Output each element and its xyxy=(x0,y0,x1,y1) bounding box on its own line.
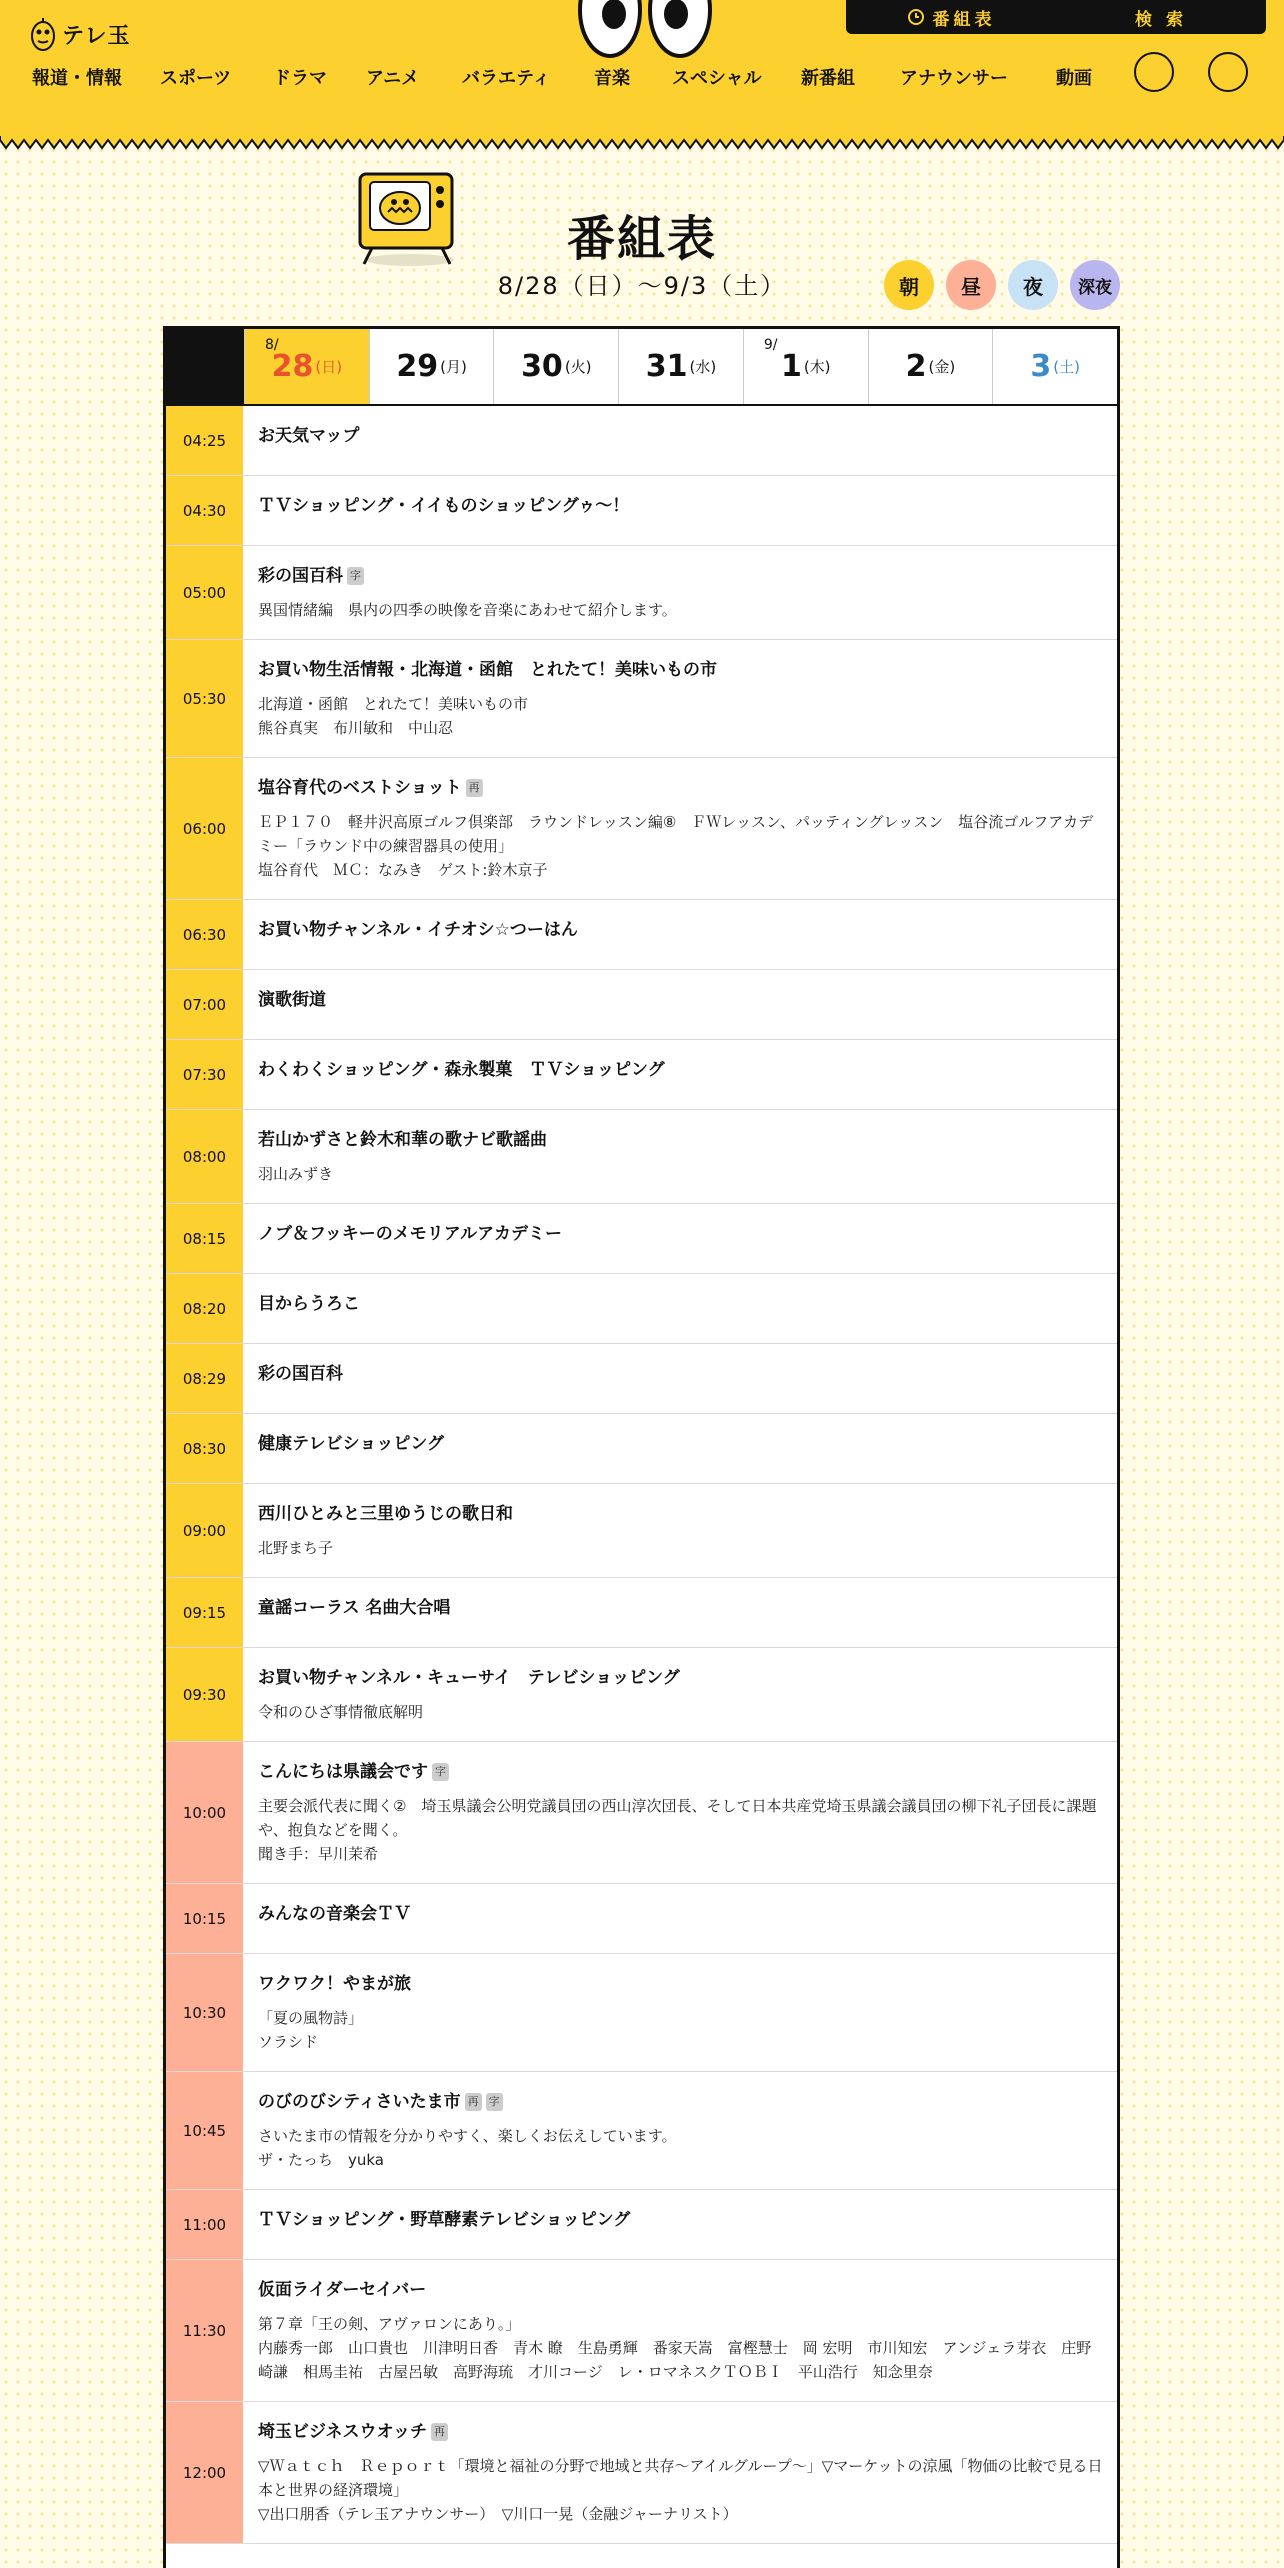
day-tab-weekday: (土) xyxy=(1053,358,1080,376)
program-time: 09:00 xyxy=(166,1484,244,1577)
header-zigzag-edge xyxy=(0,136,1284,150)
program-info xyxy=(244,476,1117,545)
program-time: 06:00 xyxy=(166,758,244,899)
program-row[interactable] xyxy=(166,1414,1117,1484)
filter-late-night-button[interactable] xyxy=(1070,260,1120,310)
nav-item-sports[interactable]: スポーツ xyxy=(160,68,232,89)
program-badge: 再 xyxy=(431,2423,448,2441)
program-row[interactable] xyxy=(166,2190,1117,2260)
topbar-schedule-link[interactable] xyxy=(846,5,1056,30)
day-header-corner xyxy=(166,329,244,404)
filter-late-night-label: 深夜 xyxy=(1078,277,1112,298)
program-title[interactable]: わくわくショッピング・森永製菓 ＴＶショッピング xyxy=(258,1060,665,1080)
program-info xyxy=(244,900,1117,969)
program-title[interactable]: お買い物チャンネル・キューサイ テレビショッピング xyxy=(258,1668,680,1688)
teletama-shop-icon[interactable] xyxy=(1134,52,1174,92)
program-info xyxy=(244,1110,1117,1203)
program-description: 北野まち子 xyxy=(258,1539,334,1557)
day-tab-weekday: (月) xyxy=(440,358,467,376)
program-badge: 字 xyxy=(347,567,364,585)
program-description: 主要会派代表に聞く② 埼玉県議会公明党議員団の西山淳次団長、そして日本共産党埼玉県議会議員団の柳下礼子団長に課題や、抱負などを聞く。 聞き手：早川茉希 xyxy=(258,1797,1097,1863)
day-tab[interactable] xyxy=(618,329,743,404)
program-info xyxy=(244,406,1117,475)
program-description: 令和のひざ事情徹底解明 xyxy=(258,1703,424,1721)
program-info xyxy=(244,2072,1117,2189)
topbar xyxy=(846,0,1266,34)
program-title[interactable]: 童謡コーラス 名曲大合唱 xyxy=(258,1598,451,1618)
filter-morning-button[interactable] xyxy=(884,260,934,310)
program-time: 08:29 xyxy=(166,1344,244,1413)
program-title-line xyxy=(258,494,1103,518)
mascot-eyes-icon xyxy=(570,0,720,62)
nav-item-new-programs[interactable]: 新番組 xyxy=(801,68,855,89)
program-title[interactable]: 仮面ライダーセイバー xyxy=(258,2280,427,2300)
day-tab-date: 29 xyxy=(396,349,439,384)
nav-item-special[interactable]: スペシャル xyxy=(672,68,762,89)
program-description: ＥＰ１７０ 軽井沢高原ゴルフ倶楽部 ラウンドレッスン編⑧ ＦＷレッスン、パッティングレッスン 塩谷流ゴルフアカデミー「ラウンド中の練習器具の使用」 塩谷育代 ＭＣ：なみき ゲスト:鈴木京子 xyxy=(258,813,1094,879)
day-tab-date: 30 xyxy=(521,349,563,384)
day-tab-month: 9/ xyxy=(763,337,778,353)
program-row[interactable] xyxy=(166,758,1117,900)
topbar-search-link[interactable] xyxy=(1056,5,1266,30)
logo-text: テレ玉 xyxy=(62,23,131,49)
program-row[interactable] xyxy=(166,1110,1117,1204)
day-tab[interactable] xyxy=(992,329,1117,404)
program-row[interactable] xyxy=(166,970,1117,1040)
program-title-line xyxy=(258,1058,1103,1082)
program-info xyxy=(244,1954,1117,2071)
program-title-line xyxy=(258,1972,1103,1996)
program-title-line xyxy=(258,1760,1103,1784)
program-title[interactable]: 演歌街道 xyxy=(258,990,326,1010)
program-time: 10:45 xyxy=(166,2072,244,2189)
filter-noon-button[interactable] xyxy=(946,260,996,310)
program-title-line xyxy=(258,564,1103,588)
program-title[interactable]: お買い物生活情報・北海道・函館 とれたて！美味いもの市 xyxy=(258,660,717,680)
program-title[interactable]: ＴＶショッピング・野草酵素テレビショッピング xyxy=(258,2210,631,2230)
day-tab-weekday: (日) xyxy=(315,358,343,376)
day-tab-month: 8/ xyxy=(265,337,279,353)
topbar-search-label: 検 索 xyxy=(1135,9,1187,30)
nav-item-music[interactable]: 音楽 xyxy=(594,68,630,89)
program-title[interactable]: ＴＶショッピング・イイものショッピングゥ～！ xyxy=(258,496,630,516)
program-row[interactable] xyxy=(166,1484,1117,1578)
program-title[interactable]: お買い物チャンネル・イチオシ☆つーはん xyxy=(258,920,578,940)
program-info xyxy=(244,1274,1117,1343)
day-tab-date: 28 xyxy=(271,349,314,384)
program-title[interactable]: 西川ひとみと三里ゆうじの歌日和 xyxy=(258,1504,513,1524)
program-time: 07:30 xyxy=(166,1040,244,1109)
day-tab-date: 31 xyxy=(645,349,688,384)
nav-item-videos[interactable]: 動画 xyxy=(1056,68,1092,89)
filter-noon-label: 昼 xyxy=(961,274,981,299)
nav-item-news[interactable]: 報道・情報 xyxy=(32,68,122,89)
program-description: 羽山みずき xyxy=(258,1165,334,1183)
program-row[interactable] xyxy=(166,1954,1117,2072)
program-time: 06:30 xyxy=(166,900,244,969)
nav-item-drama[interactable]: ドラマ xyxy=(273,68,327,89)
program-title-line xyxy=(258,2090,1103,2114)
mascot-logo-icon xyxy=(28,16,58,52)
topbar-schedule-label: 番組表 xyxy=(932,9,996,30)
teletama-app-icon[interactable] xyxy=(1208,52,1248,92)
program-row[interactable] xyxy=(166,1648,1117,1742)
program-title[interactable]: のびのびシティさいたま市 xyxy=(258,2092,461,2112)
program-row[interactable] xyxy=(166,2072,1117,2190)
program-time: 08:30 xyxy=(166,1414,244,1483)
day-tab-weekday: (木) xyxy=(803,358,831,376)
nav-item-announcers[interactable]: アナウンサー xyxy=(900,68,1008,89)
date-range: 8/28（日）〜9/3（土） xyxy=(497,272,787,300)
program-title[interactable]: ワクワク！やまが旅 xyxy=(258,1974,411,1994)
program-title-line xyxy=(258,424,1103,448)
program-row[interactable] xyxy=(166,1578,1117,1648)
program-info xyxy=(244,640,1117,757)
day-tab[interactable] xyxy=(493,329,618,404)
tv-mascot-icon xyxy=(352,168,462,268)
program-time: 11:30 xyxy=(166,2260,244,2401)
program-info xyxy=(244,1204,1117,1273)
day-tab[interactable] xyxy=(244,329,369,404)
program-row[interactable] xyxy=(166,546,1117,640)
filter-night-button[interactable] xyxy=(1008,260,1058,310)
program-row[interactable] xyxy=(166,1344,1117,1414)
program-description: 第７章「王の剣、アヴァロンにあり。」 内藤秀一郎 山口貴也 川津明日香 青木 瞭 生島勇輝 番家天嵩 富樫慧士 岡 宏明 市川知宏 アンジェラ芽衣 庄野崎謙 相馬圭祐 古屋呂敏 高野海琉 才川コージ レ・ロマネスクＴＯＢＩ 平山浩行 知念里奈 xyxy=(258,2315,1092,2381)
day-tab[interactable] xyxy=(743,329,868,404)
program-title[interactable]: 若山かずさと鈴木和華の歌ナビ歌謡曲 xyxy=(258,1130,547,1150)
program-title-line xyxy=(258,2208,1103,2232)
program-info xyxy=(244,2190,1117,2259)
program-info xyxy=(244,970,1117,1039)
program-title-line xyxy=(258,1432,1103,1456)
program-title[interactable]: 彩の国百科 xyxy=(258,566,343,586)
program-time: 12:00 xyxy=(166,2402,244,2543)
program-info xyxy=(244,2402,1117,2543)
program-time: 05:30 xyxy=(166,640,244,757)
program-title-line xyxy=(258,1362,1103,1386)
day-tab-date: 1 xyxy=(780,349,802,384)
program-list xyxy=(166,406,1117,2544)
program-time: 08:20 xyxy=(166,1274,244,1343)
program-title-line xyxy=(258,1596,1103,1620)
program-title[interactable]: みんなの音楽会ＴＶ xyxy=(258,1904,411,1924)
program-row[interactable] xyxy=(166,1040,1117,1110)
program-title-line xyxy=(258,658,1103,682)
program-time: 10:00 xyxy=(166,1742,244,1883)
program-time: 09:15 xyxy=(166,1578,244,1647)
clock-icon xyxy=(907,8,925,26)
day-tab[interactable] xyxy=(868,329,993,404)
nav-item-anime[interactable]: アニメ xyxy=(366,68,420,89)
filter-night-label: 夜 xyxy=(1023,274,1043,299)
site-header xyxy=(0,0,1284,140)
filter-morning-label: 朝 xyxy=(899,274,919,299)
program-title[interactable]: お天気マップ xyxy=(258,426,360,446)
program-time: 04:30 xyxy=(166,476,244,545)
program-title-line xyxy=(258,1128,1103,1152)
program-info xyxy=(244,1484,1117,1577)
program-info xyxy=(244,546,1117,639)
program-title[interactable]: 埼玉ビジネスウオッチ xyxy=(258,2422,427,2442)
program-title-line xyxy=(258,1502,1103,1526)
program-row[interactable] xyxy=(166,2260,1117,2402)
program-info xyxy=(244,1884,1117,1953)
day-tab-weekday: (火) xyxy=(564,358,592,376)
program-info xyxy=(244,1742,1117,1883)
program-row[interactable] xyxy=(166,900,1117,970)
program-title[interactable]: 塩谷育代のベストショット xyxy=(258,778,462,798)
program-row[interactable] xyxy=(166,640,1117,758)
program-info xyxy=(244,1414,1117,1483)
program-title[interactable]: 健康テレビショッピング xyxy=(258,1434,444,1454)
program-title-line xyxy=(258,1666,1103,1690)
program-row[interactable] xyxy=(166,1742,1117,1884)
day-tab[interactable] xyxy=(369,329,494,404)
program-badge: 字 xyxy=(432,1763,449,1781)
program-time: 08:15 xyxy=(166,1204,244,1273)
program-title[interactable]: 彩の国百科 xyxy=(258,1364,343,1384)
program-info xyxy=(244,758,1117,899)
program-title-line xyxy=(258,1902,1103,1926)
program-info xyxy=(244,1344,1117,1413)
main-nav xyxy=(0,64,1284,96)
program-row[interactable] xyxy=(166,1274,1117,1344)
program-row[interactable] xyxy=(166,1204,1117,1274)
program-row[interactable] xyxy=(166,1884,1117,1954)
program-description: 北海道・函館 とれたて！美味いもの市 熊谷真実 布川敏和 中山忍 xyxy=(258,695,529,737)
program-time: 05:00 xyxy=(166,546,244,639)
program-info xyxy=(244,1648,1117,1741)
day-tab-weekday: (金) xyxy=(928,358,956,376)
program-description: 「夏の風物詩」 ソラシド xyxy=(258,2009,364,2051)
program-badge: 再 xyxy=(466,779,483,797)
nav-item-variety[interactable]: バラエティ xyxy=(462,68,551,89)
program-time: 11:00 xyxy=(166,2190,244,2259)
program-time: 08:00 xyxy=(166,1110,244,1203)
schedule-table xyxy=(163,326,1120,2568)
program-title-line xyxy=(258,776,1103,800)
program-title-line xyxy=(258,2278,1103,2302)
program-description: さいたま市の情報を分かりやすく、楽しくお伝えしています。 ザ・たっち yuka xyxy=(258,2127,677,2169)
program-time: 04:25 xyxy=(166,406,244,475)
program-time: 07:00 xyxy=(166,970,244,1039)
program-title-line xyxy=(258,918,1103,942)
program-title-line xyxy=(258,1292,1103,1316)
program-badge: 再 xyxy=(465,2093,482,2111)
day-tab-date: 3 xyxy=(1030,349,1052,384)
program-time: 09:30 xyxy=(166,1648,244,1741)
program-title[interactable]: 目からうろこ xyxy=(258,1294,360,1314)
program-description: ▽Ｗａｔｃｈ Ｒｅｐｏｒｔ「環境と福祉の分野で地域と共存～アイルグループ～」▽マーケットの涼風「物価の比較で見る日本と世界の経済環境」 ▽出口朋香（テレ玉アナウンサー） ▽川口一晃（金融ジャーナリスト） xyxy=(258,2457,1103,2523)
program-title[interactable]: ノブ＆フッキーのメモリアルアカデミー xyxy=(258,1224,562,1244)
program-title-line xyxy=(258,988,1103,1012)
program-row[interactable] xyxy=(166,2402,1117,2544)
program-info xyxy=(244,1040,1117,1109)
day-header xyxy=(166,329,1117,406)
program-title-line xyxy=(258,2420,1103,2444)
program-info xyxy=(244,2260,1117,2401)
program-description: 異国情緒編 県内の四季の映像を音楽にあわせて紹介します。 xyxy=(258,601,677,619)
program-badge: 字 xyxy=(486,2093,503,2111)
program-row[interactable] xyxy=(166,476,1117,546)
day-tab-date: 2 xyxy=(905,349,927,384)
program-title[interactable]: こんにちは県議会です xyxy=(258,1762,428,1782)
program-time: 10:30 xyxy=(166,1954,244,2071)
program-row[interactable] xyxy=(166,406,1117,476)
program-time: 10:15 xyxy=(166,1884,244,1953)
program-info xyxy=(244,1578,1117,1647)
program-title-line xyxy=(258,1222,1103,1246)
site-logo[interactable] xyxy=(28,16,131,52)
page-title: 番組表 xyxy=(566,211,717,267)
day-tab-weekday: (水) xyxy=(689,358,717,376)
